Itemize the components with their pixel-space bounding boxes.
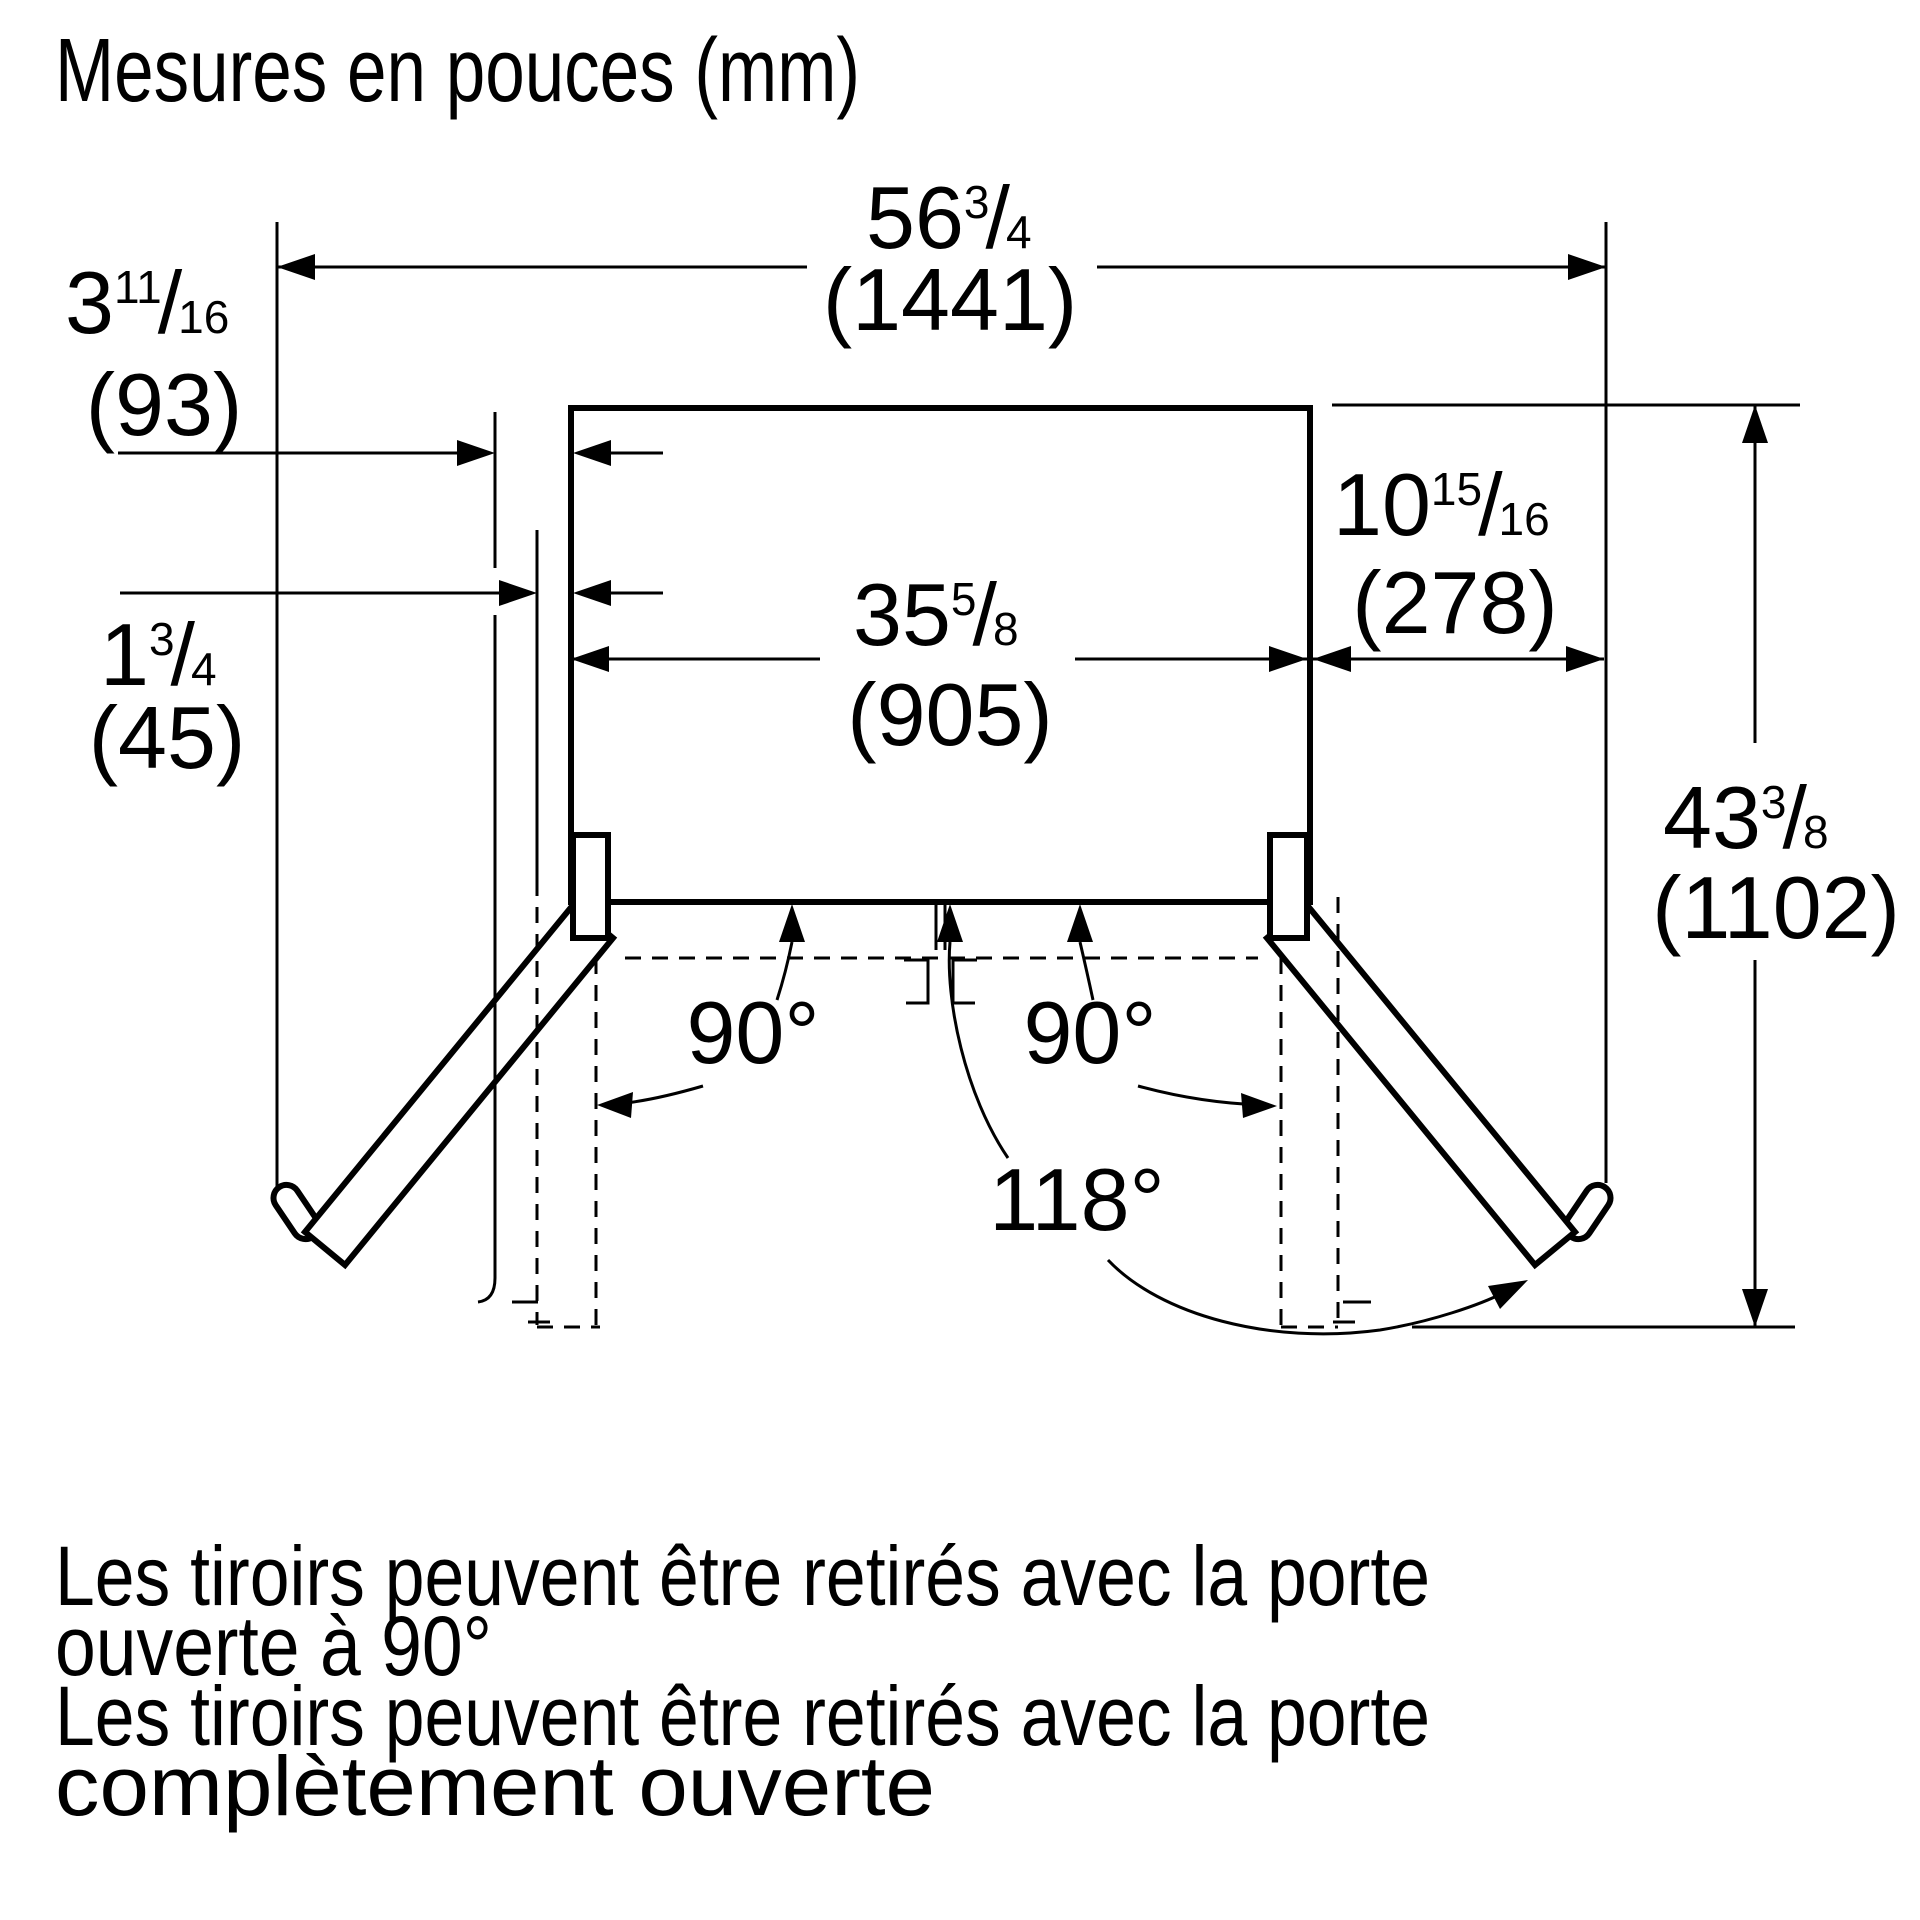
left-hinge-block: [573, 835, 608, 938]
angle-full-open-label: 118°: [989, 1150, 1165, 1249]
dim-interior-width-mm: (905): [847, 665, 1053, 764]
arrow-right-icon: [1241, 1093, 1277, 1118]
dim-total-width-inches: $56^3/4$: [866, 168, 1032, 267]
angle-right-door-label: 90°: [1023, 983, 1157, 1082]
arrow-left-icon: [571, 646, 609, 672]
arrow-right-icon: [499, 580, 537, 606]
arrow-up-icon: [937, 904, 963, 942]
dim-right-offset: [1313, 455, 1604, 672]
notes-block: [55, 1529, 1430, 1833]
right-ghost-handle: [953, 960, 977, 1003]
left-ghost-handle: [904, 960, 928, 1003]
dim-total-width: [277, 168, 1606, 349]
dim-left-offset-mm: (93): [85, 355, 243, 454]
arrow-right-icon: [457, 440, 495, 466]
dim-depth-open-inches: $43^3/8$: [1663, 768, 1829, 867]
dim-left-offset-inches: $3^{11}/16$: [65, 253, 230, 352]
dim-interior-width: [571, 565, 1307, 764]
left-offset-line-hook: [478, 1278, 495, 1302]
center-door-gap: [904, 903, 977, 1003]
dim-depth-open-mm: (1102): [1652, 858, 1900, 957]
dim-depth-open: [1652, 405, 1900, 1327]
arrow-left-icon: [597, 1092, 633, 1118]
page-title: Mesures en pouces (mm): [55, 21, 860, 121]
note-line-1: Les tiroirs peuvent être retirés avec la porte: [55, 1529, 1430, 1623]
right-hinge-block: [1270, 835, 1307, 938]
arrow-right-icon: [1568, 254, 1606, 280]
arrow-left-icon: [1313, 646, 1351, 672]
right-door-open: [1267, 905, 1616, 1265]
angle-left-door: [597, 904, 820, 1118]
note-line-2: ouverte à 90°: [55, 1599, 492, 1693]
arrow-down-icon: [1742, 1289, 1768, 1327]
dim-door-clearance: [89, 580, 663, 787]
dim-right-offset-inches: $10^{15}/16$: [1333, 455, 1550, 554]
dim-door-clearance-inches: $1^3/4$: [100, 605, 217, 704]
dim-total-width-mm: (1441): [822, 250, 1078, 349]
ghost-handle-marks: [512, 1302, 1371, 1322]
arrow-left-icon: [573, 580, 611, 606]
note-line-3: Les tiroirs peuvent être retirés avec la porte: [55, 1669, 1430, 1763]
dim-door-clearance-mm: (45): [88, 688, 246, 787]
arrow-up-icon: [779, 904, 805, 942]
dim-right-offset-mm: (278): [1352, 553, 1558, 652]
angle-left-door-label: 90°: [686, 983, 820, 1082]
arrow-left-icon: [573, 440, 611, 466]
arrow-up-right-icon: [1488, 1280, 1528, 1309]
arrow-up-icon: [1067, 904, 1093, 942]
angle-right-door: [1023, 904, 1277, 1118]
arrow-up-icon: [1742, 405, 1768, 443]
arrow-right-icon: [1566, 646, 1604, 672]
right-door-slab: [1267, 905, 1575, 1265]
left-door-open: [268, 905, 613, 1265]
arrow-right-icon: [1269, 646, 1307, 672]
note-line-4: complètement ouverte: [55, 1739, 935, 1833]
arrow-left-icon: [277, 254, 315, 280]
dim-interior-width-inches: $35^5/8$: [853, 565, 1019, 664]
left-door-slab: [305, 905, 613, 1265]
